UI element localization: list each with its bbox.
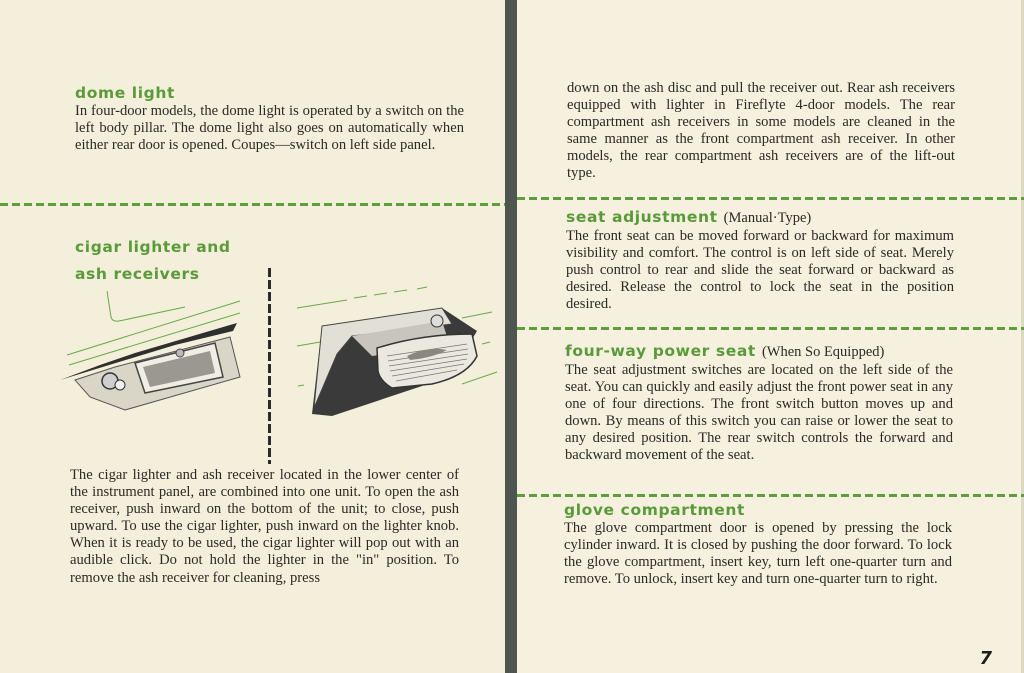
- glove-compartment-body: The glove compartment door is opened by pressing the lock cylinder inward. It is closed by pushing the door forward. To lock the glove compartment, insert key, turn left one-quarter turn and remove. To unlock, insert key and turn one-quarter turn to right.: [564, 520, 952, 588]
- heading-cigar-lighter-line1: cigar lighter and: [75, 238, 231, 256]
- section-divider: [0, 203, 505, 206]
- cigar-lighter-body: The cigar lighter and ash receiver located in the lower center of the instrument panel, are combined into one unit. To open the ash receiver, push inward on the bottom of the unit; to close, push upward. To use the cigar lighter, push inward on the lighter knob. When it is ready to be used, the cigar lighter will pop out with an audible click. Do not hold the lighter in the "in" position. To remove the ash receiver for cleaning, press: [70, 467, 459, 586]
- heading-power-seat: [565, 342, 953, 361]
- heading-glove-compartment: glove compartment: [564, 501, 745, 519]
- section-glove-compartment: [564, 501, 952, 588]
- section-seat-adjustment: [566, 208, 954, 313]
- section-divider: [517, 327, 1024, 330]
- power-seat-title: four-way power seat: [565, 342, 756, 360]
- page-number: 7: [979, 648, 992, 669]
- section-ash-receiver-continued: [567, 80, 955, 183]
- section-cigar-lighter-heading: [75, 234, 275, 288]
- heading-seat-adjustment: [566, 208, 954, 227]
- power-seat-body: The seat adjustment switches are located on the left side of the seat. You can quickly and easily adjust the front power seat in any one of four directions. The front switch button moves up and down. By means of this switch you can raise or lower the seat to any desired position. The rear switch controls the forward and backward movement of the seat.: [565, 362, 953, 464]
- section-divider: [517, 197, 1024, 200]
- section-dome-light: [75, 84, 464, 154]
- heading-dome-light: dome light: [75, 84, 175, 102]
- ash-receiver-continued-body: down on the ash disc and pull the receiver out. Rear ash receivers equipped with lighter in Fireflyte 4-door models. The rear compartment ash receivers in some models are cleaned in the same manner as the front compartment ash receiver. In other models, the rear compartment ash receivers are of the lift-out type.: [567, 80, 955, 182]
- seat-adjustment-subtitle: (Manual·Type): [723, 210, 812, 226]
- binding-gutter: [505, 0, 517, 673]
- illustration-divider: [268, 268, 271, 464]
- section-cigar-lighter-body: [70, 467, 459, 587]
- front-ash-receiver-illustration: [55, 285, 250, 415]
- power-seat-subtitle: (When So Equipped): [761, 344, 885, 360]
- dome-light-body: In four-door models, the dome light is operated by a switch on the left body pillar. The dome light also goes on automatically when either rear door is opened. Coupes—switch on left side panel.: [75, 103, 464, 154]
- heading-cigar-lighter-line2: ash receivers: [75, 265, 200, 283]
- seat-adjustment-title: seat adjustment: [566, 208, 718, 226]
- seat-adjustment-body: The front seat can be moved forward or backward for maximum visibility and comfort. The control is on left side of seat. Merely push control to rear and slide the seat forward or backward as desired. Release the control to lock the seat in the position desired.: [566, 228, 954, 313]
- rear-ash-receiver-illustration: [292, 276, 502, 426]
- section-four-way-power-seat: [565, 342, 953, 465]
- section-divider: [517, 494, 1024, 497]
